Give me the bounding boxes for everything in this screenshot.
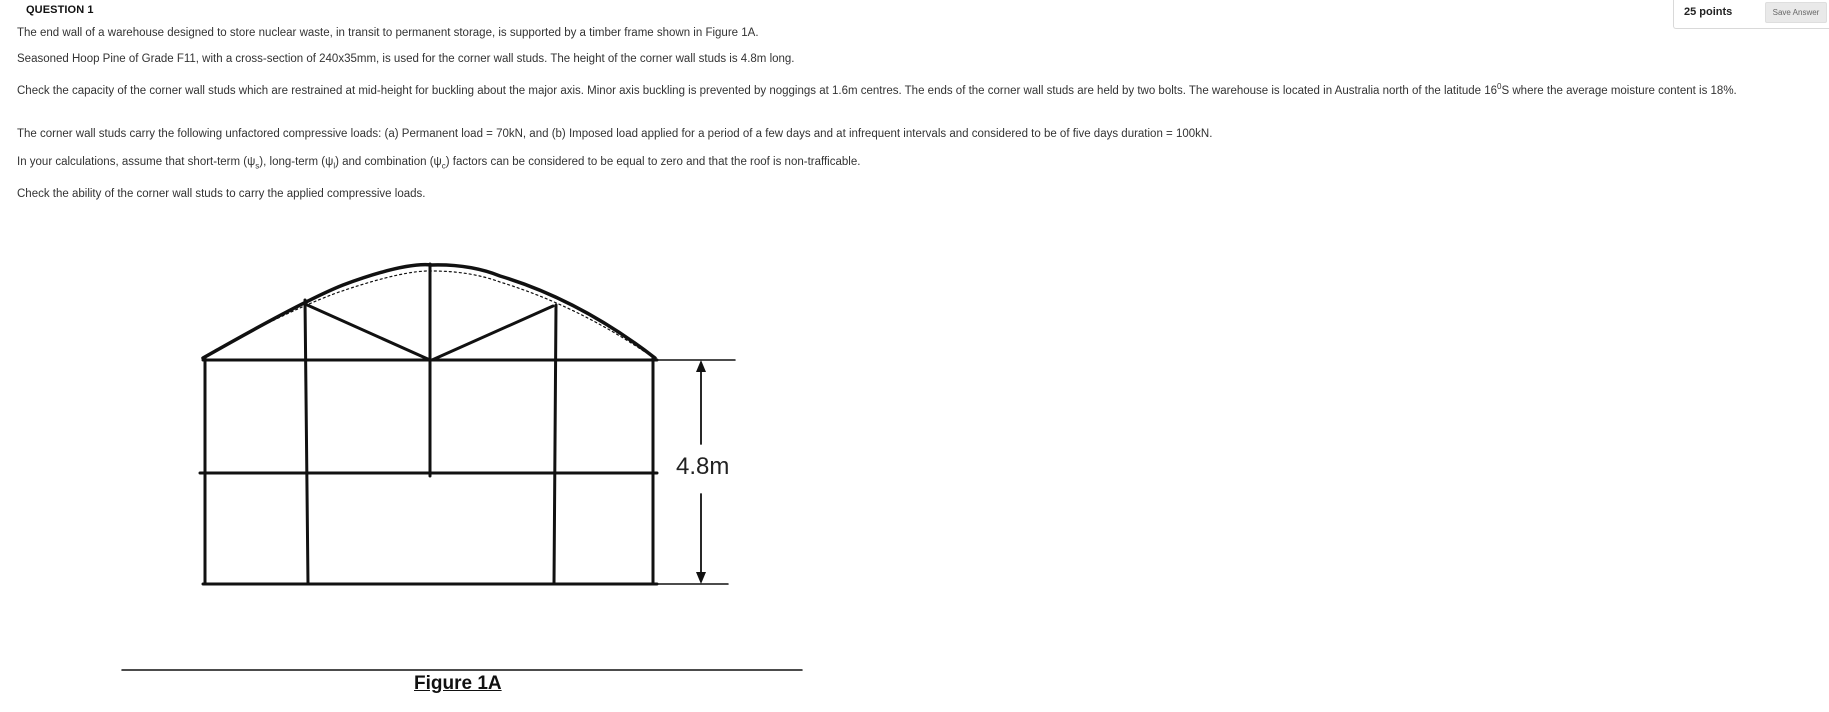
question-title: QUESTION 1 [26, 4, 94, 16]
factors-text-d: ) factors can be considered to be equal to zero and that the roof is non-trafficable. [445, 156, 861, 168]
paragraph-factors [17, 156, 1807, 169]
factors-text-c: ) and combination (ψ [335, 156, 442, 168]
save-answer-button[interactable]: Save Answer [1765, 2, 1827, 23]
paragraph-capacity [17, 82, 1807, 98]
paragraph-task: Check the ability of the corner wall studs to carry the applied compressive loads. [17, 188, 426, 200]
right-diagonal-brace [432, 306, 553, 360]
paragraph-loads: The corner wall studs carry the following unfactored compressive loads: (a) Permanent load = 70kN, and (b) Imposed load applied for a period of a few days and at infrequent intervals and considered to be of five days duration = 100kN. [17, 128, 1213, 140]
roof-arch-texture [215, 271, 645, 352]
psi-l-subscript: l [333, 161, 336, 171]
psi-s-subscript: s [255, 161, 260, 171]
paragraph-capacity-text-a: Check the capacity of the corner wall studs which are restrained at mid-height for buckling about the major axis. Minor axis buckling is prevented by noggings at 1.6m centres. The ends of the corner wall studs are held by two bolts. The warehouse is located in Australia north of the latitude 16 [17, 85, 1498, 97]
stud-right-inner [554, 305, 556, 584]
stud-left-inner [305, 300, 308, 584]
left-diagonal-brace [305, 304, 430, 360]
factors-text-b: ), long-term (ψ [259, 156, 334, 168]
factors-text-a: In your calculations, assume that short-term (ψ [17, 156, 256, 168]
paragraph-material: Seasoned Hoop Pine of Grade F11, with a cross-section of 240x35mm, is used for the corner wall studs. The height of the corner wall studs is 4.8m long. [17, 53, 795, 65]
paragraph-capacity-text-b: S where the average moisture content is 18%. [1501, 85, 1737, 97]
dimension-arrow-down [696, 572, 706, 584]
paragraph-intro: The end wall of a warehouse designed to store nuclear waste, in transit to permanent storage, is supported by a timber frame shown in Figure 1A. [17, 27, 759, 39]
figure-caption: Figure 1A [414, 673, 502, 694]
psi-c-subscript: c [441, 161, 446, 171]
points-label: 25 points [1684, 6, 1733, 18]
roof-arch [203, 265, 655, 358]
points-box [1673, 0, 1829, 29]
dimension-label: 4.8m [676, 453, 730, 480]
dimension-arrow-up [696, 360, 706, 372]
degree-superscript: 0 [1497, 82, 1502, 92]
